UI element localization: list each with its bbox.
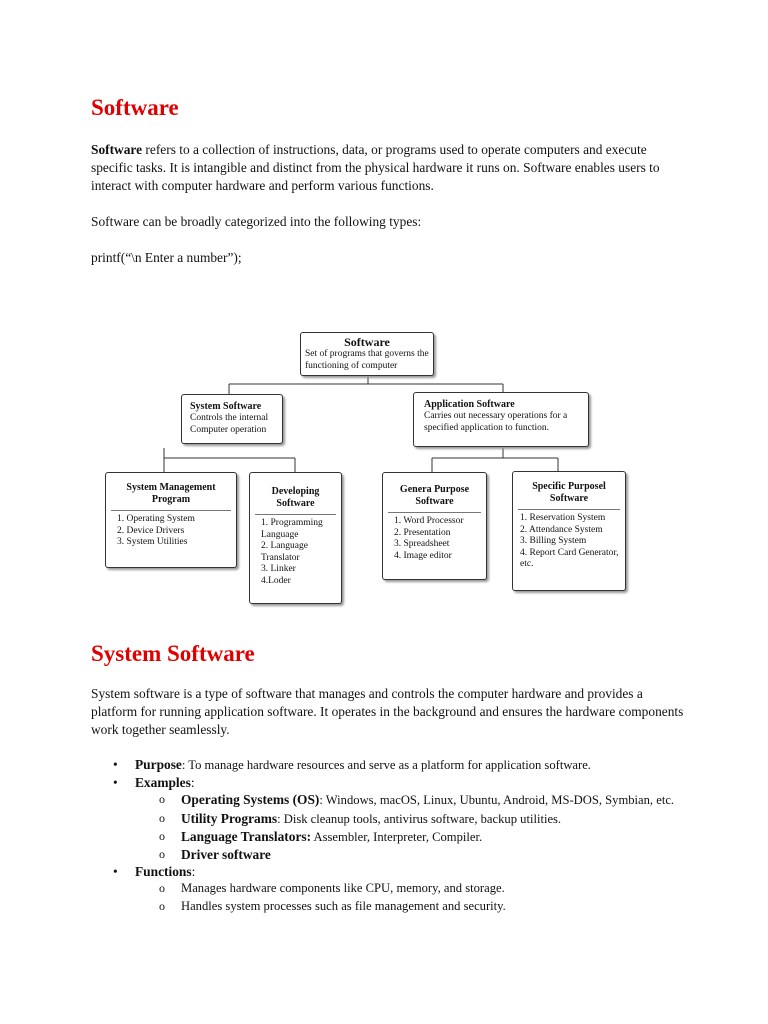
- function-item: o Handles system processes such as file management and security.: [91, 898, 711, 915]
- list-item-purpose: [91, 756, 711, 774]
- categories-intro: Software can be broadly categorized into the following types:: [91, 214, 422, 229]
- diagram-list-item: 3. Spreadsheet: [394, 539, 450, 549]
- functions-sublist: [91, 880, 711, 914]
- developing-software-title: Developing Software: [271, 486, 320, 509]
- system-software-box: [181, 394, 283, 444]
- system-software-box-title: System Software: [190, 401, 262, 412]
- separator: [388, 512, 481, 513]
- general-purpose-software-items: [386, 516, 483, 562]
- example-label: Utility Programs: [181, 810, 278, 826]
- diagram-list-item: 2. Presentation: [394, 527, 451, 538]
- examples-colon: :: [190, 775, 195, 791]
- examples-label: Examples: [135, 775, 191, 791]
- developing-software-items: [253, 518, 338, 587]
- software-classification-diagram: [91, 322, 649, 618]
- separator: [255, 514, 336, 515]
- example-label: Operating Systems (OS): [181, 792, 320, 808]
- system-software-box-desc: Controls the internal Computer operation: [190, 413, 269, 435]
- software-bold-term: Software: [91, 142, 143, 157]
- purpose-label: Purpose: [135, 757, 182, 772]
- diagram-list-item: 4. Image editor: [394, 550, 452, 561]
- code-line: printf(“\n Enter a number”);: [91, 250, 242, 265]
- diagram-list-item: 1. Operating System: [117, 514, 195, 524]
- example-item: [91, 810, 711, 828]
- software-root-desc: Set of programs that governs the functioning of computer: [305, 349, 429, 371]
- diagram-list-item: 4. Report Card Generator, etc.: [520, 547, 619, 569]
- diagram-list-item: 3. Linker: [261, 564, 296, 574]
- software-definition: [91, 141, 691, 195]
- software-definition-text: refers to a collection of instructions, data, or programs used to operate computers and execute specific tasks. It is intangible and distinct from the physical hardware it runs on. Software enables users to interact with computer hardware and perform various functions.: [91, 142, 660, 193]
- general-purpose-software-box: [382, 472, 487, 580]
- example-label: Driver software: [181, 847, 271, 863]
- example-text: : Disk cleanup tools, antivirus software, backup utilities.: [277, 811, 562, 826]
- example-item: [91, 828, 711, 846]
- system-software-list: [91, 756, 711, 915]
- diagram-list-item: 2. Language Translator: [261, 541, 308, 563]
- functions-label: Functions: [135, 864, 192, 880]
- system-software-description: System software is a type of software that manages and controls the computer hardware and provides a platform for running application software. It operates in the background and ensures the hardware components work together seamlessly.: [91, 686, 684, 737]
- diagram-list-item: 1. Word Processor: [394, 516, 464, 526]
- software-heading: Software: [91, 95, 179, 120]
- system-software-heading: System Software: [91, 641, 255, 666]
- purpose-text: : To manage hardware resources and serve as a platform for application software.: [181, 758, 591, 772]
- system-management-program-title: System Management Program: [126, 482, 216, 505]
- application-software-box-desc: Carries out necessary operations for a specified application to function.: [424, 411, 568, 433]
- diagram-list-item: 2. Attendance System: [520, 524, 603, 535]
- developing-software-box: [249, 472, 342, 604]
- application-software-box: [413, 392, 589, 447]
- example-text: : Windows, macOS, Linux, Ubuntu, Android, MS-DOS, Symbian, etc.: [319, 793, 675, 808]
- example-item: [91, 846, 711, 863]
- diagram-list-item: 3. Billing System: [520, 536, 587, 546]
- general-purpose-software-title: Genera Purpose Software: [399, 484, 470, 507]
- specific-purpose-software-box: [512, 471, 626, 591]
- diagram-list-item: 4.Loder: [261, 575, 291, 586]
- function-item: o Manages hardware components like CPU, memory, and storage.: [91, 880, 711, 897]
- diagram-list-item: 1. Programming Language: [261, 518, 323, 540]
- system-management-program-box: [105, 472, 237, 568]
- separator: [111, 510, 231, 511]
- application-software-box-title: Application Software: [424, 399, 515, 410]
- separator: [518, 509, 620, 510]
- list-item-examples: [91, 774, 711, 791]
- software-root-title: Software: [344, 335, 390, 349]
- software-root-box: [300, 332, 434, 376]
- functions-colon: :: [191, 864, 196, 880]
- examples-sublist: [91, 791, 711, 863]
- system-management-program-items: [109, 514, 233, 549]
- diagram-list-item: 1. Reservation System: [520, 513, 606, 523]
- example-text: Assembler, Interpreter, Compiler.: [311, 829, 483, 844]
- list-item-functions: [91, 863, 711, 880]
- diagram-list-item: 3. System Utilities: [117, 537, 188, 547]
- diagram-list-item: 2. Device Drivers: [117, 525, 185, 536]
- example-label: Language Translators:: [181, 828, 312, 844]
- specific-purpose-software-title: Specific Purposel Software: [532, 481, 606, 504]
- specific-purpose-software-items: [516, 513, 622, 571]
- example-item: [91, 791, 711, 809]
